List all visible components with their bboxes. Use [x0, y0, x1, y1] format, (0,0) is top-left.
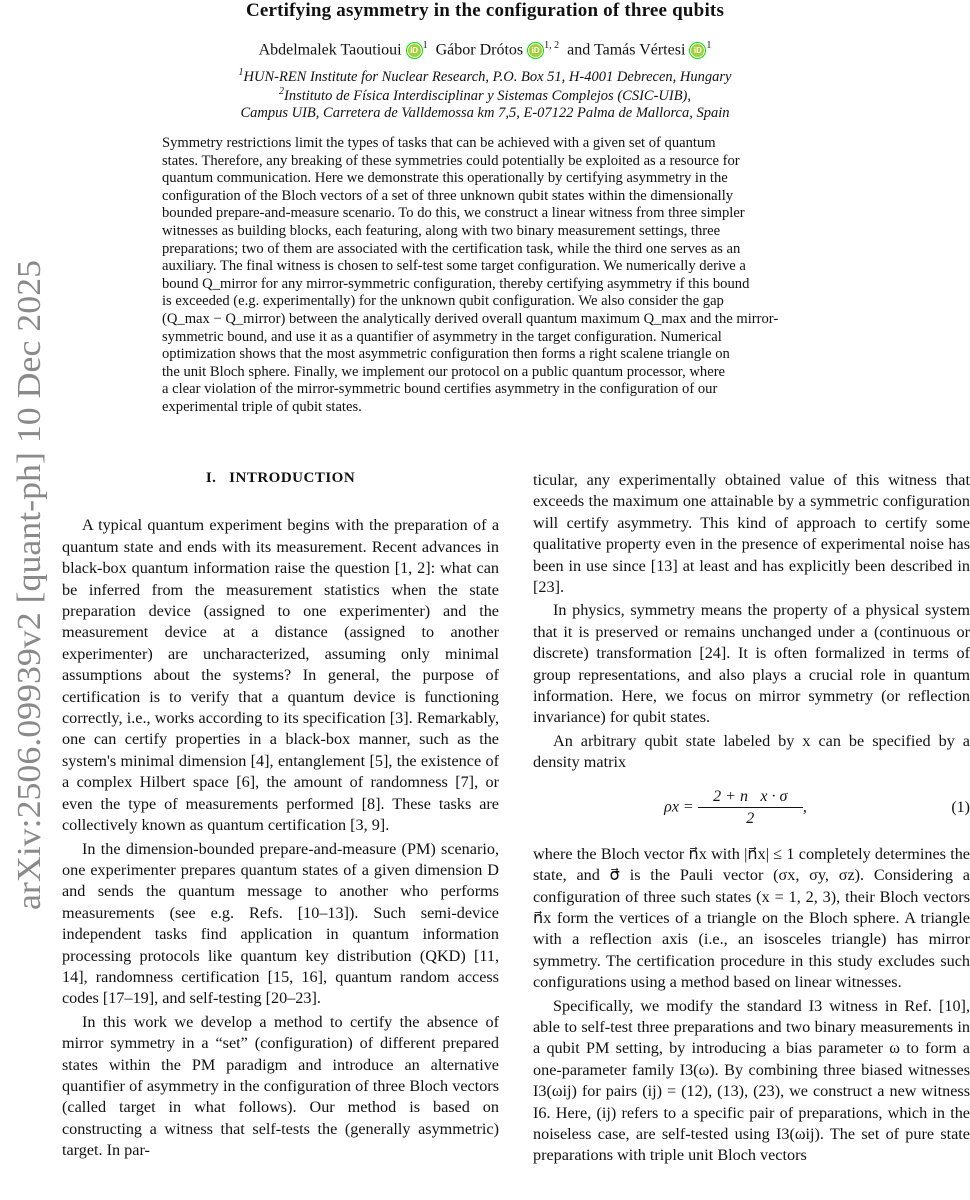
author-affiliation-mark: 1 [422, 40, 428, 51]
affiliation-2-line-2: Campus UIB, Carretera de Valldemossa km 7,5, E-07122 Palma de Mallorca, Spain [240, 105, 730, 121]
arxiv-identifier-stamp [6, 255, 52, 915]
body-paragraph: In this work we develop a method to certify the absence of mirror symmetry in a “set” (configuration) of different prepared states within the PM paradigm and introduce an alternative quantifier of asymmetry in the configuration of three Bloch vectors (called target in what follows). Our method is based on constructing a witness that self-tests the (generally asymmetric) target. In par- [62, 1012, 499, 1160]
author-affiliation-mark: 1 [706, 40, 712, 51]
abstract-line: preparations; two of them are associated with the certification task, while the third one serves as an [162, 240, 741, 257]
abstract [162, 135, 872, 417]
equation-number: (1) [951, 798, 970, 816]
author-affiliation-mark: 1, 2 [544, 40, 560, 51]
equation-fraction [698, 786, 803, 830]
arxiv-stamp-svg [6, 255, 52, 915]
author-connector: and [567, 41, 591, 59]
body-paragraph: ticular, any experimentally obtained value of this witness that exceeds the maximum one attainable by a symmetric configuration will certify asymmetry. This kind of approach to certify some qualitative property even in the presence of experimental noise has been in use since [13] at least and has explicitly been described in [23]. [533, 471, 970, 597]
author-name: Gábor Drótos [435, 41, 524, 59]
abstract-line: a clear violation of the mirror-symmetric bound certifies asymmetry in the configuration of our [162, 381, 718, 398]
section-heading [62, 468, 499, 489]
right-column [533, 470, 970, 1169]
abstract-line: optimization shows that the most asymmetric configuration then forms a right scalene triangle on [162, 346, 730, 363]
abstract-line: experimental triple of qubit states. [162, 398, 362, 415]
orcid-icon[interactable]: iD [408, 44, 421, 57]
orcid-icon[interactable]: iD [529, 44, 542, 57]
abstract-line: the unit Bloch sphere. Finally, we implement our protocol on a public quantum processor, where [162, 363, 726, 380]
equation-numerator: 𝟙2 + n⃗x · σ⃗ [698, 786, 803, 808]
abstract-line: states. Therefore, any breaking of these symmetries could potentially be exploited as a resource for [162, 152, 740, 169]
body-paragraph: A typical quantum experiment begins with the preparation of a quantum state and ends with its measurement. Recent advances in black-box quantum information raise the question [1, 2]: what can be inferred from the measurement statistics when the state preparation device (assigned to one experimenter) and the measurement device at a distance (assigned to another experimenter) are uncharacterized, assuming only minimal assumptions about the systems? In general, the purpose of certification is to verify that a quantum device is functioning correctly, i.e., works according to its specification [3]. Remarkably, one can certify properties in a black-box manner, such as the system's minimal dimension [4], entanglement [5], the existence of a complex Hilbert space [6], the amount of randomness [7], or even the type of measurements performed [8]. These tasks are collectively known as quantum certification [3, 9]. [62, 516, 499, 835]
affiliation-number: 1 [238, 67, 244, 78]
abstract-line: bound Q_mirror for any mirror-symmetric configuration, thereby certifying asymmetry if this bound [162, 275, 750, 292]
abstract-line: (Q_max − Q_mirror) between the analytically derived overall quantum maximum Q_max and the mirror- [162, 310, 779, 327]
affiliation-number: 2 [278, 86, 284, 97]
equation-1 [533, 778, 970, 838]
author-name: Abdelmalek Taoutioui [258, 41, 402, 59]
equation-body [533, 786, 938, 830]
body-paragraph: Specifically, we modify the standard I3 witness in Ref. [10], able to self-test three preparations and two binary measurements in a qubit PM setting, by introducing a bias parameter ω to form a one-parameter family I3(ω). By combining three biased witnesses I3(ωij) for pairs (ij) = (12), (13), (23), we construct a new witness I6. Here, (ij) refers to a specific pair of preparations, which in the noiseless case, are self-tested using I3(ωij). The set of pure state preparations with triple unit Bloch vectors [533, 996, 970, 1165]
affiliation-text: Instituto de Física Interdisciplinar y Sistemas Complejos (CSIC-UIB), [283, 87, 692, 104]
author-name: Tamás Vértesi [593, 41, 686, 59]
abstract-line: Symmetry restrictions limit the types of tasks that can be achieved with a given set of quantum [162, 135, 716, 151]
paper-title: Certifying asymmetry in the configuration of three qubits [245, 0, 725, 21]
section-number: I. [205, 470, 217, 486]
abstract-line: quantum communication. Here we demonstrate this operationally by certifying asymmetry in the [162, 170, 728, 187]
affiliation-2 [0, 86, 970, 105]
body-paragraph: An arbitrary qubit state labeled by x can be specified by a density matrix [533, 731, 970, 772]
body-paragraph: In physics, symmetry means the property of a physical system that it is preserved or remains unchanged under a (continuous or discrete) transformation [24]. It is often formalized in terms of group representations, and also plays a crucial role in quantum information. Here, we focus on mirror symmetry (or reflection invariance) for qubit states. [533, 601, 970, 727]
abstract-line: witnesses as building blocks, each featuring, along with two binary measurement settings, three [162, 222, 721, 239]
affiliation-text: HUN-REN Institute for Nuclear Research, P.O. Box 51, H-4001 Debrecen, Hungary [243, 68, 732, 85]
affiliation-1 [0, 67, 970, 86]
left-column [62, 468, 499, 1164]
abstract-line: configuration of the Bloch vectors of a set of three unknown qubit states within the dimensionally [162, 187, 734, 204]
abstract-line: symmetric bound, and use it as a quantifier of asymmetry in the target configuration. Numerical [162, 328, 722, 345]
body-paragraph: In the dimension-bounded prepare-and-measure (PM) scenario, one experimenter prepares quantum states of a given dimension D and sends the quantum message to another who performs measurements (see e.g. Refs. [10–13]). Such semi-device independent tasks find application in quantum information processing protocols like quantum key distribution (QKD) [11, 14], randomness certification [15, 16], quantum random access codes [17–19], and self-testing [20–23]. [62, 839, 499, 1008]
equation-denominator: 2 [746, 810, 755, 828]
orcid-icon[interactable]: iD [691, 44, 704, 57]
equation-lhs: ρx = [664, 798, 694, 816]
arxiv-stamp-text: arXiv:2506.09939v2 [quant-ph] 10 Dec 2025 [11, 293, 48, 910]
author-list [0, 40, 970, 59]
body-paragraph: where the Bloch vector n⃗x with |n⃗x| ≤ 1 completely determines the state, and σ⃗ is the Pauli vector (σx, σy, σz). Considering a configuration of three such states (x = 1, 2, 3), their Bloch vectors n⃗x form the vertices of a triangle on the Bloch sphere. A triangle with a reflection axis (i.e., an isosceles triangle) has mirror symmetry. The certification procedure in this study excludes such configurations using a method based on linear witnesses. [533, 844, 970, 992]
section-title: INTRODUCTION [229, 470, 356, 486]
abstract-line: is exceeded (e.g. experimentally) for the unknown qubit configuration. We also consider the gap [162, 293, 724, 310]
abstract-line: auxiliary. The final witness is chosen to self-test some target configuration. We numerically derive a [162, 258, 746, 275]
abstract-line: bounded prepare-and-measure scenario. To do this, we construct a linear witness from three simpler [162, 205, 745, 222]
equation-tail: , [802, 798, 807, 816]
